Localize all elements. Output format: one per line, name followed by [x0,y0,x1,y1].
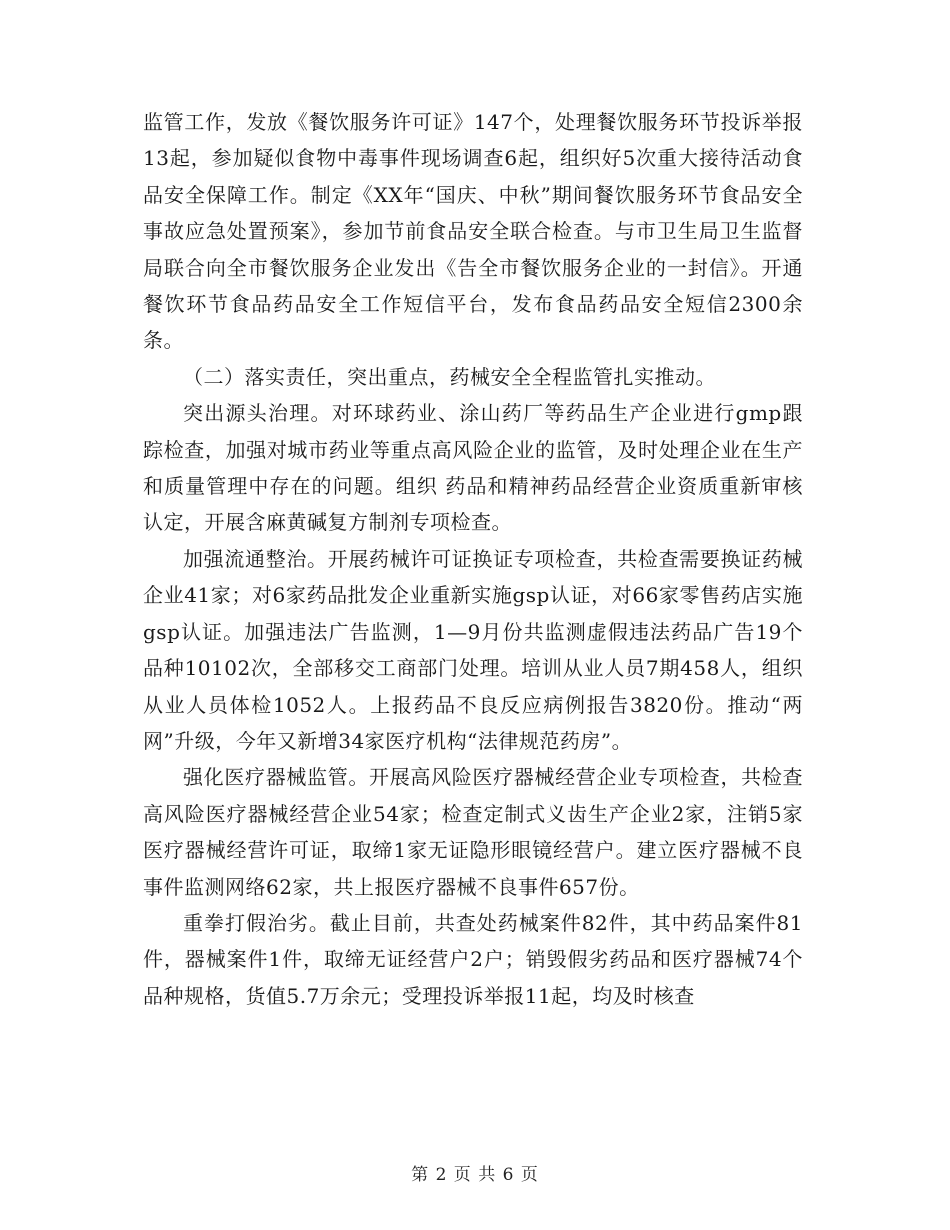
paragraph-circulation-rectification: 加强流通整治。开展药械许可证换证专项检查，共检查需要换证药械企业41家；对6家药品批发企业重新实施gsp认证，对66家零售药店实施gsp认证。加强违法广告监测，1—9月份共监测虚假违法药品广告19个品种10102次，全部移交工商部门处理。培训从业人员7期458人，组织从业人员体检1052人。上报药品不良反应病例报告3820份。推动“两网”升级，今年又新增34家医疗机构“法律规范药房”。 [143,546,803,753]
paragraph-catering-supervision: 监管工作，发放《餐饮服务许可证》147个，处理餐饮服务环节投诉举报13起，参加疑似食物中毒事件现场调查6起，组织好5次重大接待活动食品安全保障工作。制定《XX年“国庆、中秋”期间餐饮服务环节食品安全事故应急处置预案》，参加节前食品安全联合检查。与市卫生局卫生监督局联合向全市餐饮服务企业发出《告全市餐饮服务企业的一封信》。开通餐饮环节食品药品安全工作短信平台，发布食品药品安全短信2300余条。 [143,110,803,353]
paragraph-anti-counterfeit: 重拳打假治劣。截止目前，共查处药械案件82件，其中药品案件81件，器械案件1件，取缔无证经营户2户；销毁假劣药品和医疗器械74个品种规格，货值5.7万余元；受理投诉举报11起，均及时核查 [143,910,803,1008]
paragraph-source-governance: 突出源头治理。对环球药业、涂山药厂等药品生产企业进行gmp跟踪检查，加强对城市药业等重点高风险企业的监管，及时处理企业在生产和质量管理中存在的问题。组织 药品和精神药品经营企业资质重新审核认定，开展含麻黄碱复方制剂专项检查。 [143,401,803,535]
paragraph-medical-device-supervision: 强化医疗器械监管。开展高风险医疗器械经营企业专项检查，共检查高风险医疗器械经营企业54家；检查定制式义齿生产企业2家，注销5家医疗器械经营许可证，取缔1家无证隐形眼镜经营户。建立医疗器械不良事件监测网络62家，共上报医疗器械不良事件657份。 [143,765,803,899]
section-heading-drug-device: （二）落实责任，突出重点，药械安全全程监管扎实推动。 [183,364,716,389]
page-number-footer: 第 2 页 共 6 页 [411,1165,539,1185]
document-body [143,104,803,1014]
